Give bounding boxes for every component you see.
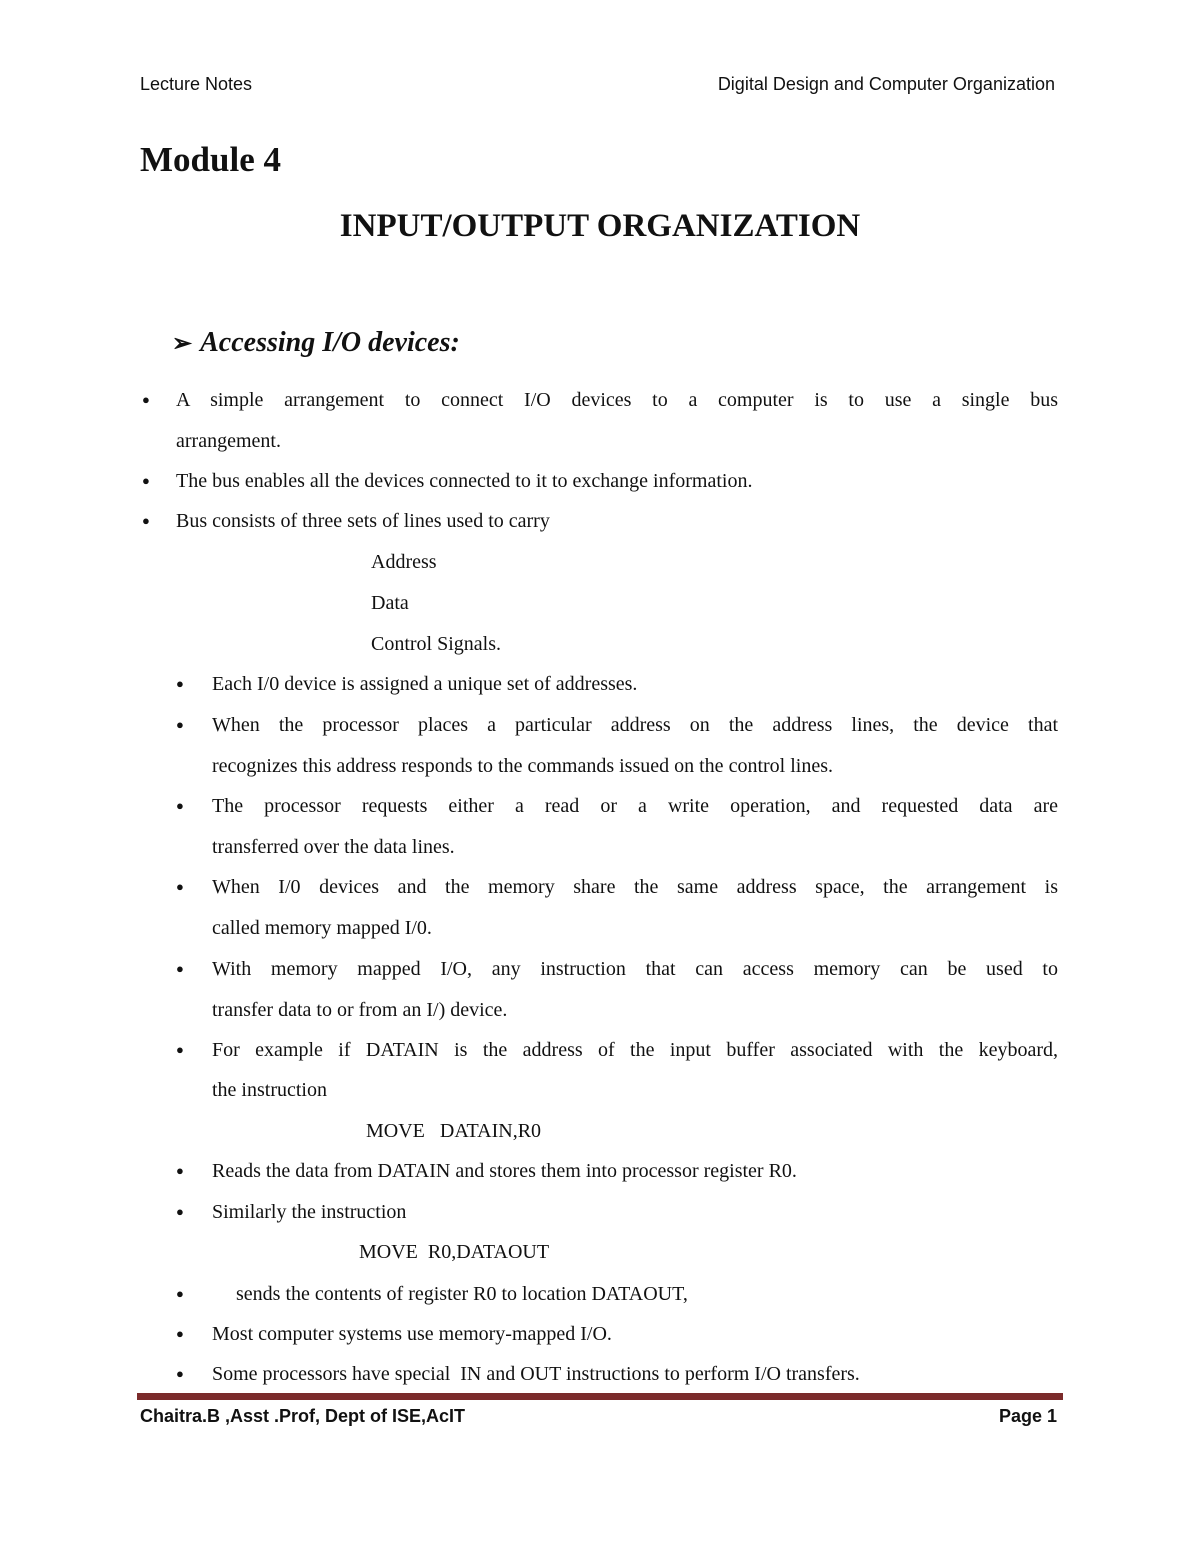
paragraph-line: transferred over the data lines. [212, 836, 455, 858]
paragraph-line: Bus consists of three sets of lines used to carry [176, 510, 550, 532]
section-heading [172, 327, 460, 359]
paragraph-line: With memory mapped I/O, any instruction that can access memory can be used to [212, 958, 1058, 980]
paragraph-line: Some processors have special IN and OUT instructions to perform I/O transfers. [212, 1363, 860, 1385]
bullet-icon: ● [176, 1163, 184, 1178]
bullet-icon: ● [142, 392, 150, 407]
paragraph-line: sends the contents of register R0 to location DATAOUT, [236, 1283, 688, 1305]
bullet-icon: ● [176, 879, 184, 894]
bullet-icon: ● [176, 717, 184, 732]
paragraph-line: the instruction [212, 1079, 327, 1101]
page-number: Page 1 [998, 1406, 1057, 1426]
bullet-icon: ● [142, 513, 150, 528]
paragraph-line: Reads the data from DATAIN and stores them into processor register R0. [212, 1160, 797, 1182]
bullet-icon: ● [142, 473, 150, 488]
bullet-icon: ● [176, 1286, 184, 1301]
code-instruction: MOVE DATAIN,R0 [366, 1120, 542, 1142]
paragraph-line: The bus enables all the devices connected to it to exchange information. [176, 470, 753, 492]
footer-divider [137, 1393, 1063, 1400]
bullet-icon: ● [176, 961, 184, 976]
code-instruction: MOVE R0,DATAOUT [359, 1241, 550, 1263]
bullet-icon: ● [176, 676, 184, 691]
bullet-icon: ● [176, 1042, 184, 1057]
footer-left: Chaitra.B ,Asst .Prof, Dept of ISE,AcIT [140, 1406, 466, 1426]
paragraph-line: transfer data to or from an I/) device. [212, 999, 508, 1021]
paragraph-line: When the processor places a particular address on the address lines, the device that [212, 714, 1058, 736]
arrow-bullet-icon: ➢ [172, 331, 193, 357]
bullet-icon: ● [176, 1204, 184, 1219]
indented-line: Control Signals. [371, 633, 502, 655]
paragraph-line: When I/0 devices and the memory share the same address space, the arrangement is [212, 876, 1058, 898]
header-left: Lecture Notes [140, 74, 253, 94]
paragraph-line: arrangement. [176, 430, 281, 452]
paragraph-line: Similarly the instruction [212, 1201, 407, 1223]
indented-line: Data [371, 592, 409, 614]
paragraph-line: The processor requests either a read or a write operation, and requested data are [212, 795, 1058, 817]
paragraph-line: For example if DATAIN is the address of the input buffer associated with the keyboard, [212, 1039, 1058, 1061]
header-right: Digital Design and Computer Organization [717, 74, 1055, 94]
paragraph-line: called memory mapped I/0. [212, 917, 432, 939]
paragraph-line: A simple arrangement to connect I/O devices to a computer is to use a single bus [176, 389, 1058, 411]
bullet-icon: ● [176, 798, 184, 813]
paragraph-line: Most computer systems use memory-mapped I/O. [212, 1323, 612, 1345]
chapter-title: INPUT/OUTPUT ORGANIZATION [339, 208, 861, 244]
bullet-icon: ● [176, 1366, 184, 1381]
bullet-icon: ● [176, 1326, 184, 1341]
section-title: Accessing I/O devices: [200, 327, 460, 358]
module-title: Module 4 [140, 140, 281, 179]
paragraph-line: recognizes this address responds to the commands issued on the control lines. [212, 755, 833, 777]
paragraph-line: Each I/0 device is assigned a unique set of addresses. [212, 673, 638, 695]
indented-line: Address [371, 551, 437, 573]
